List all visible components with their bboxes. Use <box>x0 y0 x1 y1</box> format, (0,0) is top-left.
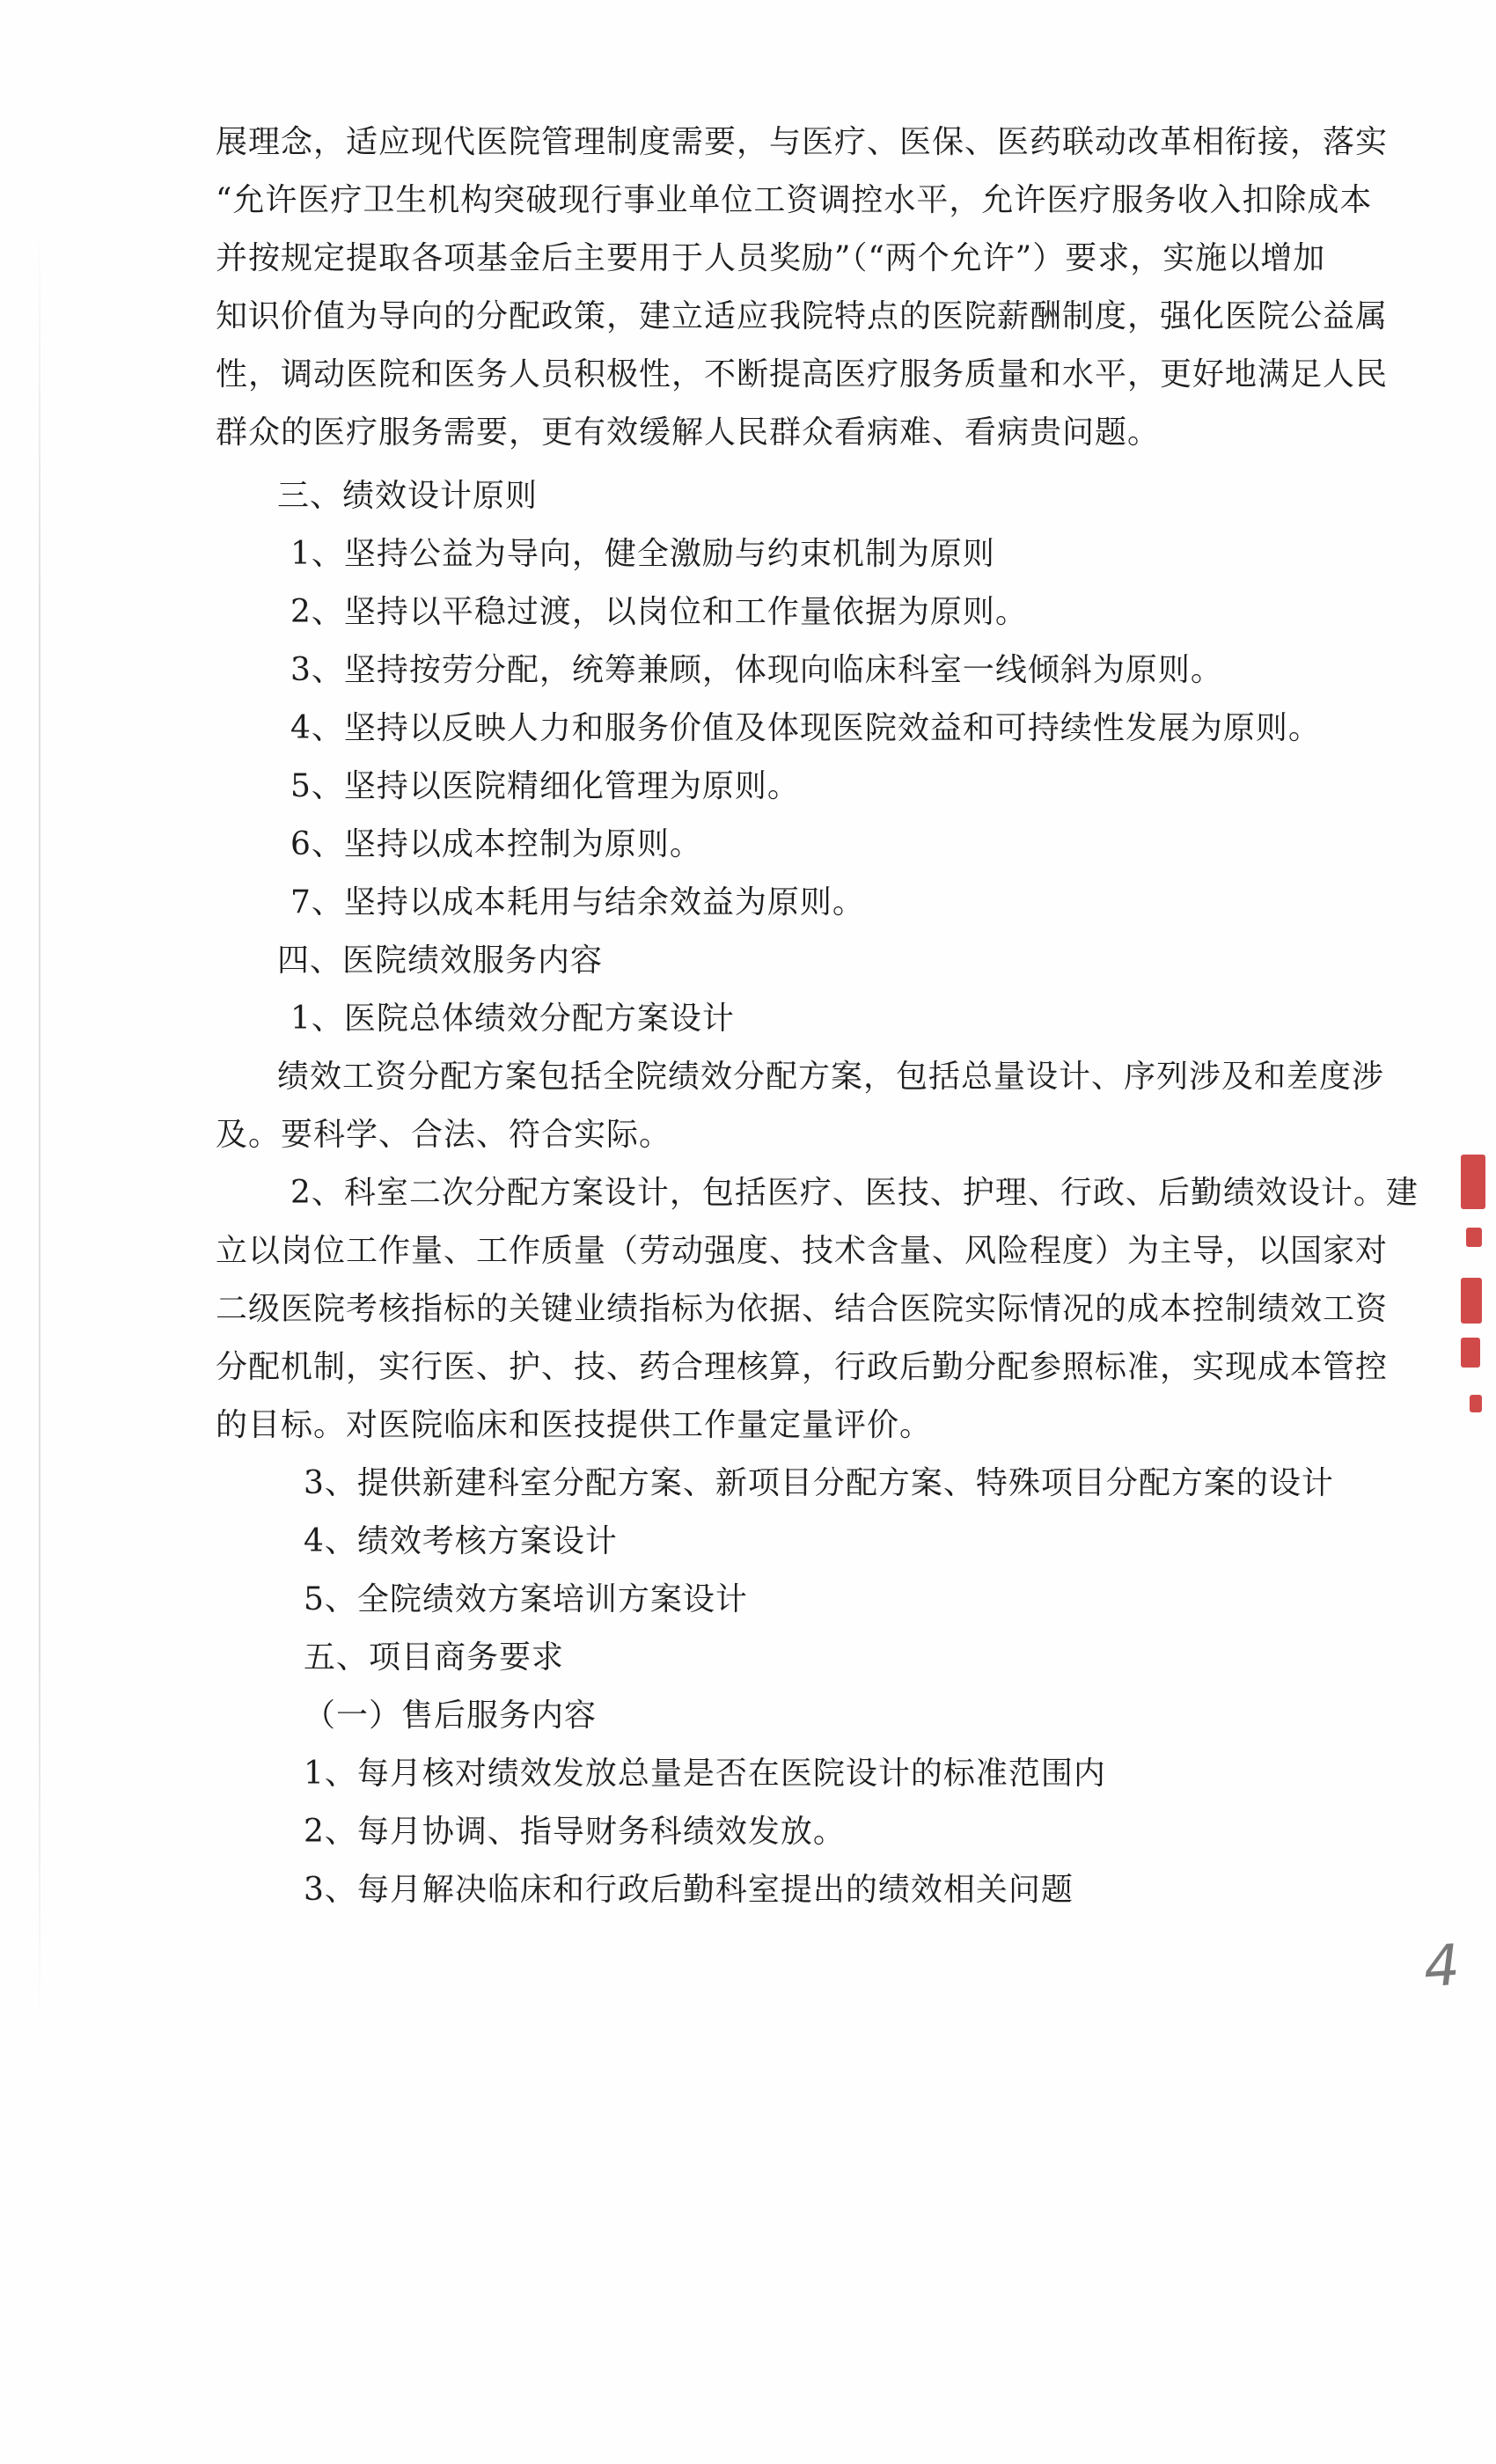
list-item: 2、每月协调、指导财务科绩效发放。 <box>304 1814 846 1850</box>
seal-fragment <box>1461 1155 1485 1209</box>
paragraph-line: 二级医院考核指标的关键业绩指标为依据、结合医院实际情况的成本控制绩效工资 <box>216 1291 1389 1327</box>
subsection-title: （一）售后服务内容 <box>304 1698 598 1734</box>
scan-edge-shadow <box>39 229 40 2024</box>
list-item: 5、坚持以医院精细化管理为原则。 <box>290 768 800 804</box>
seal-fragment <box>1470 1395 1482 1412</box>
list-item: 3、坚持按劳分配，统筹兼顾，体现向临床科室一线倾斜为原则。 <box>290 652 1223 688</box>
list-item: 4、坚持以反映人力和服务价值及体现医院效益和可持续性发展为原则。 <box>290 710 1321 746</box>
paragraph-line: “允许医疗卫生机构突破现行事业单位工资调控水平，允许医疗服务收入扣除成本 <box>216 182 1373 218</box>
paragraph-line: 绩效工资分配方案包括全院绩效分配方案，包括总量设计、序列涉及和差度涉 <box>277 1059 1385 1095</box>
list-item: 1、坚持公益为导向，健全激励与约束机制为原则 <box>290 536 995 572</box>
paragraph-line: 及。要科学、合法、符合实际。 <box>216 1117 672 1153</box>
paragraph-line: 的目标。对医院临床和医技提供工作量定量评价。 <box>216 1407 933 1443</box>
seal-fragment <box>1466 1228 1482 1247</box>
list-item: 6、坚持以成本控制为原则。 <box>290 826 702 862</box>
section-heading: 三、绩效设计原则 <box>277 478 539 514</box>
list-item: 1、每月核对绩效发放总量是否在医院设计的标准范围内 <box>304 1756 1106 1792</box>
subsection-title: 1、医院总体绩效分配方案设计 <box>290 1001 735 1037</box>
list-item: 3、提供新建科室分配方案、新项目分配方案、特殊项目分配方案的设计 <box>304 1465 1334 1501</box>
paragraph-line: 性，调动医院和医务人员积极性，不断提高医疗服务质量和水平，更好地满足人民 <box>216 356 1389 392</box>
paragraph-line: 并按规定提取各项基金后主要用于人员奖励”（“两个允许”）要求，实施以增加 <box>216 240 1326 276</box>
seal-fragment <box>1461 1338 1480 1368</box>
section-heading: 四、医院绩效服务内容 <box>277 942 604 979</box>
paragraph-line: 立以岗位工作量、工作质量（劳动强度、技术含量、风险程度）为主导，以国家对 <box>216 1233 1389 1269</box>
list-item: 3、每月解决临床和行政后勤科室提出的绩效相关问题 <box>304 1872 1074 1908</box>
list-item: 7、坚持以成本耗用与结余效益为原则。 <box>290 884 865 920</box>
paragraph-line: 分配机制，实行医、护、技、药合理核算，行政后勤分配参照标准，实现成本管控 <box>216 1349 1389 1385</box>
list-item: 4、绩效考核方案设计 <box>304 1523 618 1559</box>
paragraph-line: 2、科室二次分配方案设计，包括医疗、医技、护理、行政、后勤绩效设计。建 <box>290 1175 1419 1211</box>
paragraph-line: 知识价值为导向的分配政策，建立适应我院特点的医院薪酬制度，强化医院公益属 <box>216 298 1389 334</box>
list-item: 2、坚持以平稳过渡，以岗位和工作量依据为原则。 <box>290 594 1028 630</box>
page-number: 4 <box>1421 1932 1463 2001</box>
paragraph-line: 群众的医疗服务需要，更有效缓解人民群众看病难、看病贵问题。 <box>216 414 1161 451</box>
list-item: 5、全院绩效方案培训方案设计 <box>304 1581 748 1617</box>
section-heading: 五、项目商务要求 <box>304 1639 565 1676</box>
paragraph-line: 展理念，适应现代医院管理制度需要，与医疗、医保、医药联动改革相衔接，落实 <box>216 124 1389 160</box>
seal-fragment <box>1461 1278 1482 1324</box>
